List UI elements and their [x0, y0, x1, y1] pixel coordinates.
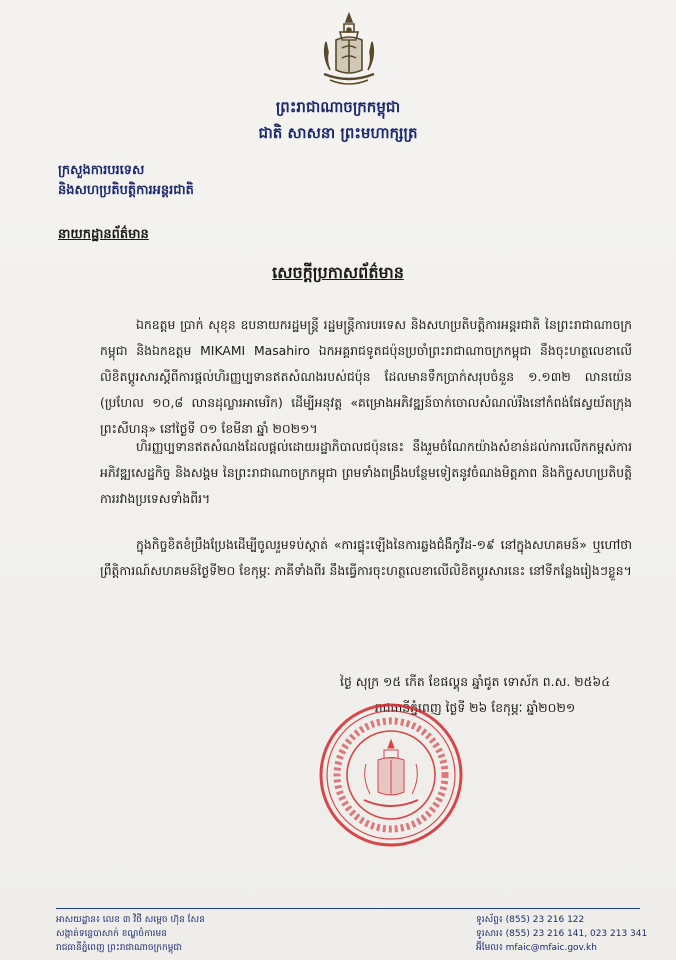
- footer-fax: ទូរសារ៖ (855) 23 216 141, 023 213 341: [476, 929, 648, 939]
- footer-divider: [56, 908, 640, 909]
- document-title: សេចក្តីប្រកាសព័ត៌មាន: [272, 263, 404, 282]
- date-solar: រាជធានីភ្នំពេញ ថ្ងៃទី ២៦ ខែកុម្ភៈ ឆ្នាំ២០២១: [374, 700, 576, 715]
- footer-address-line2: សង្កាត់ទន្លេបាសាក់ ខណ្ឌចំការមន: [56, 929, 167, 939]
- date-lunar: ថ្ងៃ សុក្រ ១៥ កើត ខែផល្គុន ឆ្នាំជូត ទោស័ក ព.ស. ២៥៦៤: [340, 674, 610, 689]
- footer-address-line1: អាសយដ្ឋាន៖ លេខ ៣ វិថី សម្តេច ហ៊ុន សែន: [56, 915, 205, 925]
- royal-emblem-icon: [318, 12, 380, 90]
- ministry-name-line1: ក្រសួងការបរទេស: [58, 163, 145, 178]
- ministry-name-line2: និងសហប្រតិបត្តិការអន្តរជាតិ: [58, 183, 194, 198]
- kingdom-name: ព្រះរាជាណាចក្រកម្ពុជា: [275, 98, 401, 116]
- footer-email: អ៊ីមែល៖ mfaic@mfaic.gov.kh: [476, 943, 597, 953]
- national-motto: ជាតិ សាសនា ព្រះមហាក្សត្រ: [258, 124, 418, 142]
- footer-phone: ទូរស័ព្ទ៖ (855) 23 216 122: [476, 915, 585, 925]
- footer-address-line3: រាជធានីភ្នំពេញ ព្រះរាជាណាចក្រកម្ពុជា: [56, 943, 182, 953]
- official-seal-icon: [316, 700, 466, 850]
- paragraph-1: ឯកឧត្តម ប្រាក់ សុខុន ឧបនាយករដ្ឋមន្ត្រី រដ្ឋមន្ត្រីការបរទេស និងសហប្រតិបត្តិការអន្តរជាតិ នៃព្រះរាជាណាចក្រកម្ពុជា និងឯកឧត្តម MIKAMI Masahiro ឯកអគ្គរាជទូតជប៉ុនប្រចាំព្រះរាជាណាចក្រកម្ពុជា នឹងចុះហត្ថលេខាលើលិខិតប្តូរសារស្តីពីការផ្តល់ហិរញ្ញប្បទានឥតសំណងរបស់ជប៉ុន ដែលមានទឹកប្រាក់សរុបចំនួន ១.១៣២ លានយ៉េន (ប្រហែល ១០,៨ លានដុល្លារអាមេរិក) ដើម្បីអនុវត្ត «គម្រោងអភិវឌ្ឍន៍ចាក់ចោលសំណល់រឹងនៅកំពង់ផែស្វយ័តក្រុងព្រះសីហនុ» នៅថ្ងៃទី ០១ ខែមីនា ឆ្នាំ ២០២១។: [100, 317, 632, 436]
- paragraph-2: ហិរញ្ញប្បទានឥតសំណងដែលផ្តល់ដោយរដ្ឋាភិបាលជប៉ុននេះ នឹងរួមចំណែកយ៉ាងសំខាន់ដល់ការលើកកម្ពស់ការអភិវឌ្ឍសេដ្ឋកិច្ច និងសង្គម នៃព្រះរាជាណាចក្រកម្ពុជា ព្រមទាំងពង្រឹងបន្ថែមទៀតនូវចំណងមិត្តភាព និងកិច្ចសហប្រតិបត្តិការរវាងប្រទេសទាំងពីរ។: [100, 439, 632, 506]
- paragraph-3: ក្នុងកិច្ចខិតខំប្រឹងប្រែងដើម្បីចូលរួមទប់ស្កាត់ «ការផ្ទុះឡើងនៃការឆ្លងជំងឺកូវីដ-១៩ នៅក្នុងសហគមន៍» ឬហៅថាព្រឹត្តិការណ៍សហគមន៍ថ្ងៃទី២០ ខែកុម្ភៈ ភាគីទាំងពីរ នឹងធ្វើការចុះហត្ថលេខាលើលិខិតប្តូរសារនេះ នៅទីកន្លែងរៀងៗខ្លួន។: [100, 537, 632, 578]
- department-name: នាយកដ្ឋានព័ត៌មាន: [58, 227, 149, 242]
